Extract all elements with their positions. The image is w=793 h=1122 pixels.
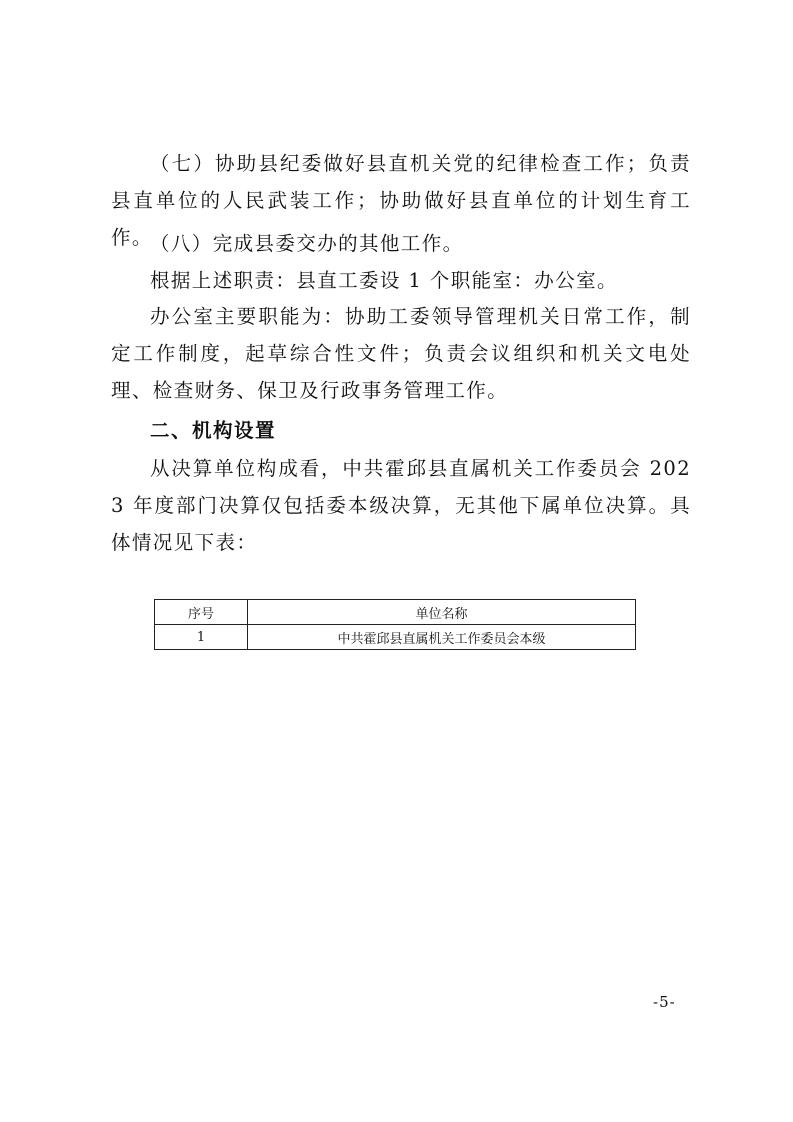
paragraph-office-setup: 根据上述职责：县直工委设 1 个职能室：办公室。: [150, 269, 618, 292]
section-heading: 二、机构设置: [150, 419, 277, 442]
page-number: -5-: [653, 993, 676, 1011]
table-header-row: [155, 600, 636, 625]
paragraph-item-7: （七）协助县纪委做好县直机关党的纪律检查工作；负责县直单位的人民武装工作；协助做好县直单位的计划生育工作。: [111, 152, 691, 249]
table-header-seq: 序号: [155, 600, 248, 625]
paragraph-unit-composition: 从决算单位构成看，中共霍邱县直属机关工作委员会 2023 年度部门决算仅包括委本级决算，无其他下属单位决算。具体情况见下表：: [111, 457, 691, 554]
table-row: [155, 625, 636, 650]
paragraph-office-duties: 办公室主要职能为：协助工委领导管理机关日常工作，制定工作制度，起草综合性文件；负责会议组织和机关文电处理、检查财务、保卫及行政事务管理工作。: [111, 305, 691, 402]
table-header-unit-name: 单位名称: [248, 600, 636, 625]
paragraph-item-8: （八）完成县委交办的其他工作。: [150, 232, 464, 255]
unit-table: [154, 599, 636, 650]
table-cell-seq: 1: [155, 625, 248, 650]
table-cell-unit-name: 中共霍邱县直属机关工作委员会本级: [248, 625, 636, 650]
